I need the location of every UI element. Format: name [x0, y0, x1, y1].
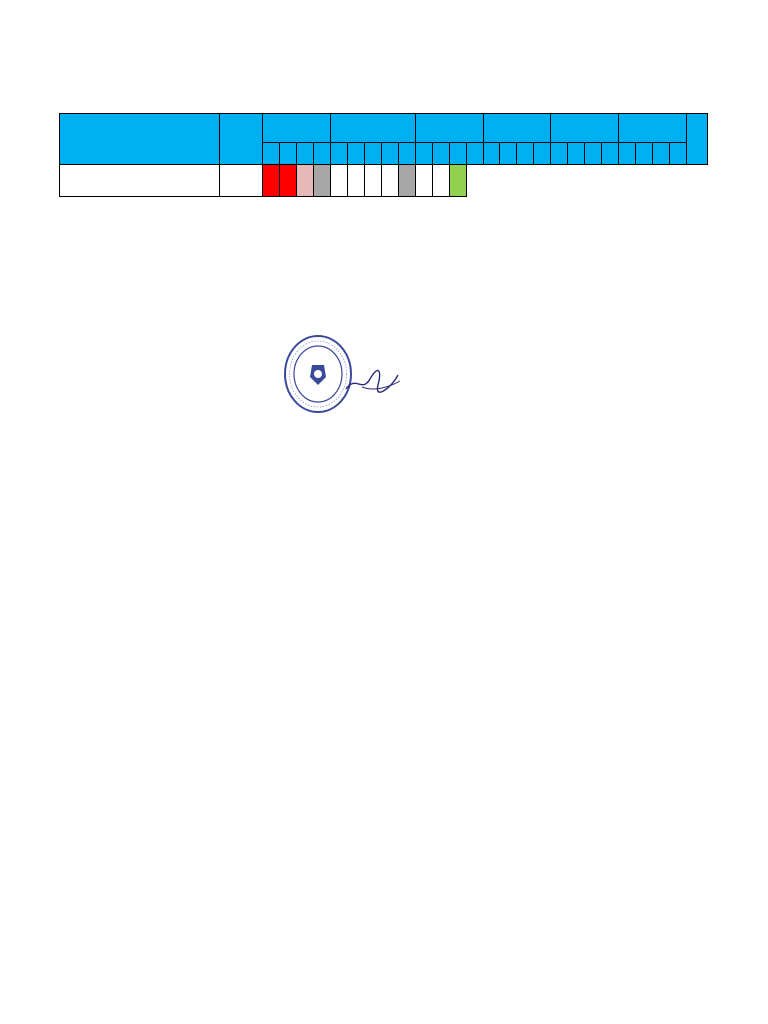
week-cell [381, 165, 398, 197]
alokasi-cell [220, 165, 263, 197]
week-cell [280, 165, 297, 197]
sem1-schedule-table [59, 113, 708, 197]
header-alokasi-waktu [220, 114, 263, 165]
month-header-agustus [331, 114, 416, 143]
week-number [347, 143, 364, 165]
week-number [534, 143, 551, 165]
week-number [652, 143, 669, 165]
materi-cell [60, 165, 220, 197]
week-number [568, 143, 585, 165]
week-cell [398, 165, 415, 197]
month-header-oktober [483, 114, 551, 143]
week-number [381, 143, 398, 165]
month-header-nopember [551, 114, 619, 143]
week-number [415, 143, 432, 165]
signature-scribble [342, 365, 402, 395]
week-cell [415, 165, 432, 197]
month-header-desember [619, 114, 687, 143]
week-number [364, 143, 381, 165]
week-number [602, 143, 619, 165]
week-number [517, 143, 534, 165]
week-cell [263, 165, 280, 197]
week-cell [432, 165, 449, 197]
week-number [263, 143, 280, 165]
week-number [669, 143, 686, 165]
week-number [398, 143, 415, 165]
week-number [619, 143, 636, 165]
month-header-juli [263, 114, 331, 143]
week-number [483, 143, 500, 165]
week-cell [297, 165, 314, 197]
week-number [466, 143, 483, 165]
week-number [432, 143, 449, 165]
week-cell [314, 165, 331, 197]
header-ket [686, 114, 707, 165]
week-number [449, 143, 466, 165]
week-number [297, 143, 314, 165]
week-cell [347, 165, 364, 197]
week-number [551, 143, 568, 165]
month-header-september [415, 114, 483, 143]
week-cell [364, 165, 381, 197]
week-cell [331, 165, 348, 197]
week-number [500, 143, 517, 165]
table-row [60, 165, 708, 197]
header-materi [60, 114, 220, 165]
week-cell [449, 165, 466, 197]
week-number [280, 143, 297, 165]
week-number [314, 143, 331, 165]
week-number [585, 143, 602, 165]
week-number [331, 143, 348, 165]
week-number [635, 143, 652, 165]
